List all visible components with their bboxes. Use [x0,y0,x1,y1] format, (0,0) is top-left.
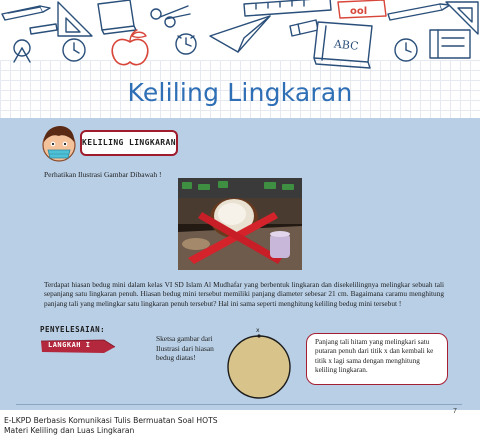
compass-icon [14,40,30,62]
pencil-icon [2,6,50,20]
book-icon [98,0,136,34]
page-header [0,0,480,118]
step-label: LANGKAH I [48,341,91,349]
sketch-instruction: Sketsa gambar dari Ilustrasi dari hiasan bedug diatas! [156,334,214,362]
topic-label-box: KELILING LINGKARAN [80,130,178,156]
footer-divider [16,404,462,405]
footer-line-subject: Materi Keliling dan Luas Lingkaran [4,426,135,435]
student-avatar-icon [40,124,78,164]
rope-circle [228,336,290,398]
intro-instruction: Perhatikan Ilustrasi Gambar Dibawah ! [44,170,162,179]
clock-icon [63,39,85,61]
apple-icon [112,30,148,65]
ruler-small-icon [30,24,57,34]
pencil-right-icon [388,4,450,20]
abc-book-text: ABC [333,37,360,53]
point-x-label: x [256,327,260,334]
notebook-icon [430,30,470,58]
explanation-note-box [306,333,448,385]
page-title: Keliling Lingkaran [127,78,353,107]
school-sign-text: ool [350,6,368,17]
set-square-icon [58,2,92,36]
paper-plane-icon [210,16,270,52]
page-number: 7 [453,408,457,415]
set-square-right-icon [446,2,478,34]
eraser-icon [290,20,318,36]
solution-title: PENYELESAIAN: [40,325,106,334]
wall-clock-icon [395,39,417,61]
ruler-icon [244,0,331,16]
problem-paragraph: Terdapat hiasan bedug mini dalam kelas VI SD Islam Al Mudhafar yang berbentuk lingkaran dan disekelilingnya melingkar sebuah tali sepanjang satu lingkaran penuh. Hiasan bedug mini tersebut memiliki panjang diameter sebesar 21 cm. Bagaimana caramu menghitung panjang tali yang melingkar satu lingkaran penuh tersebut? Hal ini sama seperti menghitung keliling bedug mini tersebut ! [44,280,444,308]
footer-line-title: E-LKPD Berbasis Komunikasi Tulis Bermuatan Soal HOTS [4,416,218,425]
scissors-icon [151,6,190,27]
bedug-circle-sketch [226,324,292,404]
school-doodle-banner [0,0,480,70]
explanation-note-text: Panjang tali hitam yang melingkari satu putaran penuh dari titik x dan kembali ke titik x lagi sama dengan menghitung keliling lingkaran. [315,338,434,374]
alarm-clock-icon [176,34,196,54]
point-x-marker [257,334,260,337]
bedug-illustration-image [178,178,302,270]
